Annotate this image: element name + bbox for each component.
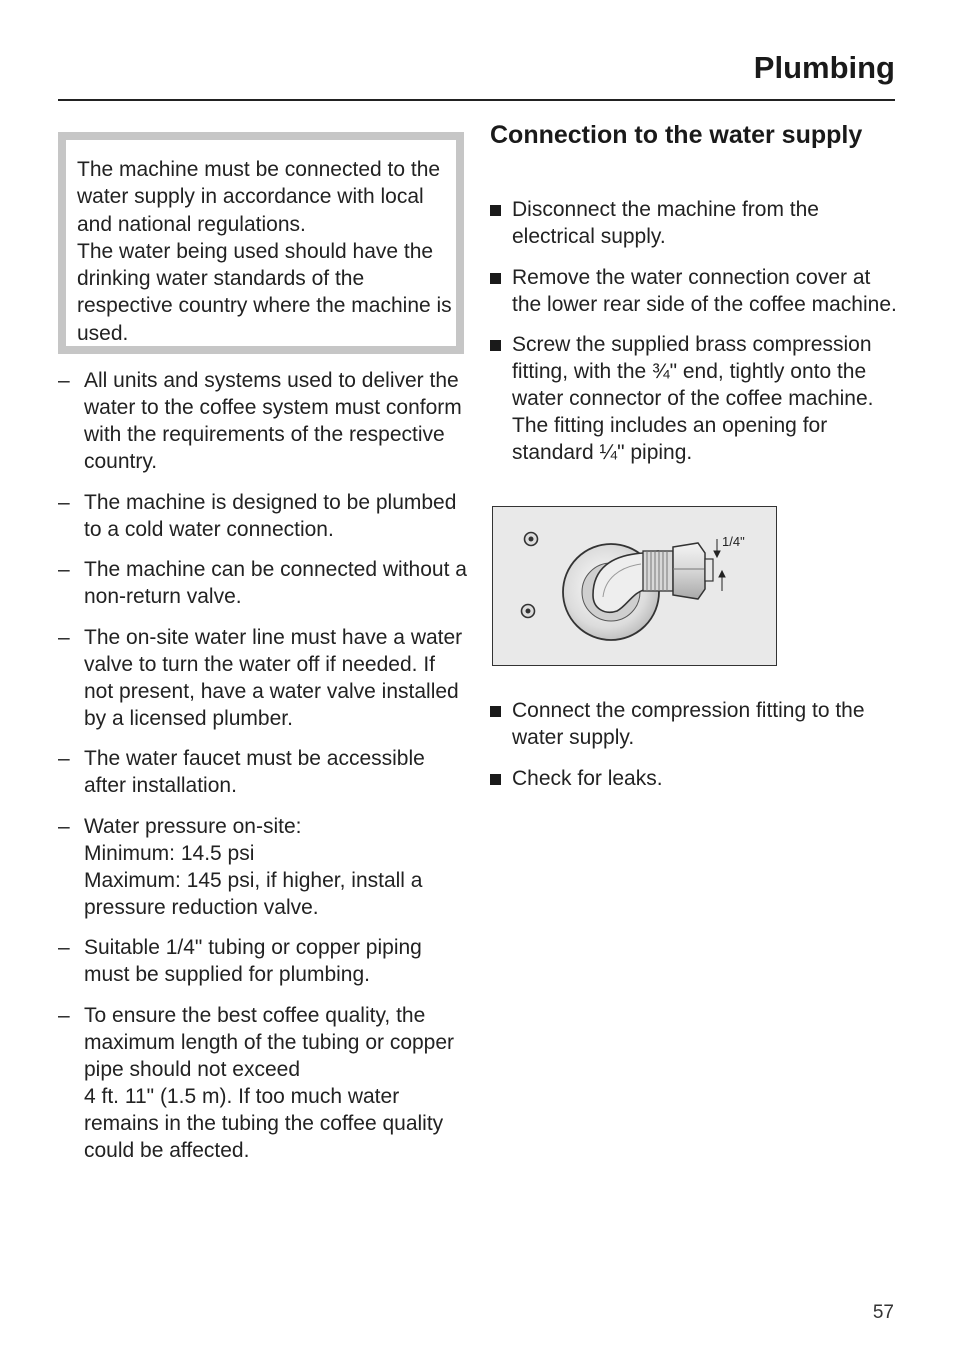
list-item-text: The machine is designed to be plumbed to a cold water connection. [84, 490, 457, 541]
warning-notice-content [66, 140, 456, 346]
step-text: Check for leaks. [512, 766, 663, 790]
fitting-drawing [493, 507, 775, 664]
step-text: Remove the water connection cover at the lower rear side of the coffee machine. [512, 265, 897, 316]
list-item-text: Water pressure on-site: Minimum: 14.5 psi Maximum: 145 psi, if higher, install a pressure reduction valve. [84, 814, 423, 919]
pipe-size-label: 1/4" [722, 534, 745, 549]
section-heading: Connection to the water supply [490, 121, 863, 149]
list-item [490, 196, 900, 250]
list-item [58, 489, 468, 543]
thread-section [643, 551, 673, 591]
step-text: Connect the compression fitting to the water supply. [512, 699, 865, 749]
list-item [490, 697, 900, 751]
list-item-text: Suitable 1/4" tubing or copper piping must be supplied for plumbing. [84, 936, 422, 986]
bullet-square-icon [490, 706, 501, 717]
connection-steps-list-continued [490, 697, 900, 805]
list-item [490, 264, 900, 318]
step-text: Disconnect the machine from the electrical supply. [512, 198, 819, 248]
bullet-square-icon [490, 205, 501, 216]
list-item-text: The machine can be connected without a non-return valve. [84, 558, 467, 608]
dash-marker: – [58, 558, 70, 581]
list-item [58, 1002, 468, 1164]
screw-icon [522, 605, 535, 618]
list-item-text: The on-site water line must have a water valve to turn the water off if needed. If not present, have a water valve installed by a licensed plumber. [84, 625, 463, 730]
list-item [58, 556, 468, 610]
connection-steps-list [490, 196, 900, 480]
dash-marker: – [58, 369, 70, 392]
dash-marker: – [58, 1003, 70, 1027]
notice-paragraph-1: The machine must be connected to the water supply in accordance with local and national regulations. [77, 158, 441, 236]
warning-notice-box [58, 132, 464, 354]
bullet-square-icon [490, 273, 501, 284]
dash-marker: – [58, 814, 70, 838]
page-title: Plumbing [753, 50, 895, 85]
list-item [490, 331, 900, 466]
list-item [58, 813, 468, 921]
list-item [490, 765, 900, 792]
list-item-text: The water faucet must be accessible after installation. [84, 747, 425, 797]
list-item [58, 624, 468, 732]
notice-paragraph-2: The water being used should have the drinking water standards of the respective country where the machine is used. [77, 239, 452, 345]
list-item-text: To ensure the best coffee quality, the maximum length of the tubing or copper pipe should not exceed 4 ft. 11" (1.5 m). If too much water remains in the tubing the coffee quality could be affected. [84, 1003, 455, 1162]
screw-icon [525, 533, 538, 546]
dash-marker: – [58, 625, 70, 649]
dash-marker: – [58, 747, 70, 770]
bullet-square-icon [490, 340, 501, 351]
list-item [58, 367, 468, 475]
bullet-square-icon [490, 774, 501, 785]
page-number: 57 [872, 1302, 894, 1323]
dash-marker: – [58, 936, 70, 959]
list-item [58, 745, 468, 799]
compression-fitting-illustration [492, 506, 777, 666]
hex-nut [673, 543, 705, 599]
list-item [58, 934, 468, 988]
requirements-list [58, 367, 468, 1177]
dash-marker: – [58, 490, 70, 514]
step-text: Screw the supplied brass compression fitting, with the ¾" end, tightly onto the water connector of the coffee machine. The fitting includes an opening for standard ¼" piping. [512, 333, 874, 464]
list-item-text: All units and systems used to deliver the water to the coffee system must conform with the requirements of the respective country. [84, 369, 462, 473]
header-divider [58, 99, 895, 101]
